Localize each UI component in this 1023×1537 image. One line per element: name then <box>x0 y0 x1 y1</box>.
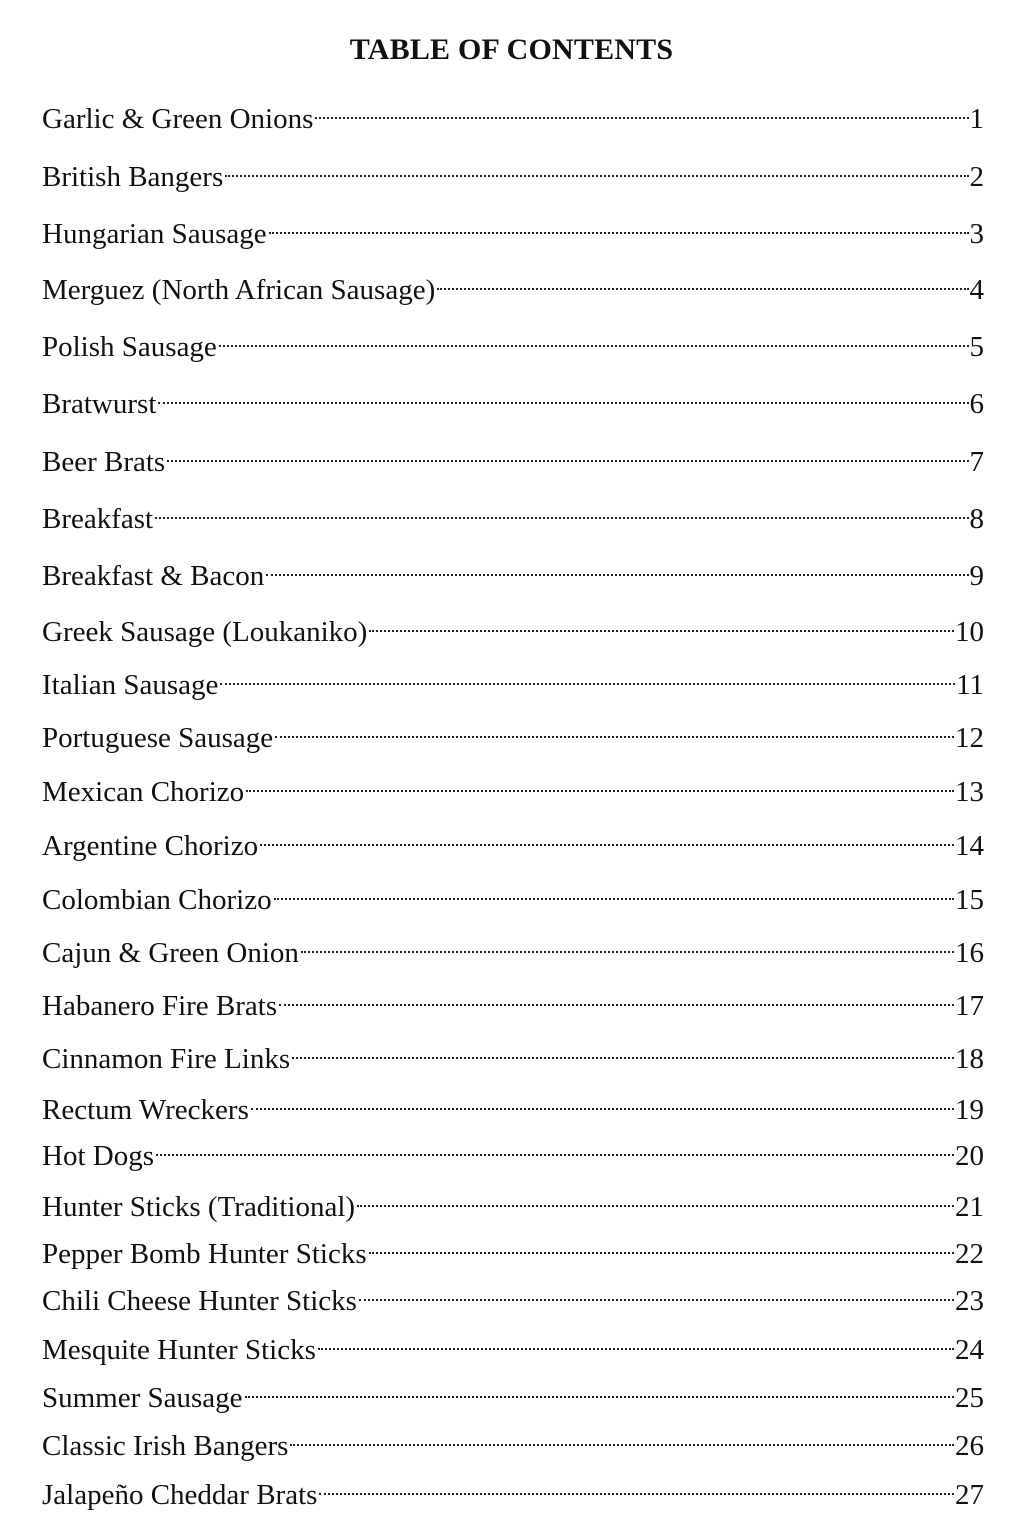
toc-entry-title: Beer Brats <box>42 446 166 478</box>
dot-leader <box>219 320 969 356</box>
toc-entry-title: Hot Dogs <box>42 1140 154 1172</box>
toc-entry-title: Breakfast <box>42 503 154 535</box>
dot-leader <box>274 873 954 909</box>
dot-leader <box>269 207 969 243</box>
toc-entry-page: 1 <box>969 103 984 135</box>
dot-leader <box>156 1129 954 1165</box>
dot-leader <box>301 926 954 962</box>
toc-entry-page: 16 <box>955 937 984 969</box>
toc-entry-page: 14 <box>955 830 984 862</box>
toc-entry <box>42 926 984 969</box>
toc-entry-page: 7 <box>969 446 984 478</box>
toc-entry-page: 26 <box>955 1430 984 1462</box>
toc-entry-title: Greek Sausage (Loukaniko) <box>42 616 368 648</box>
dot-leader <box>225 150 968 186</box>
toc-entry-page: 2 <box>969 161 984 193</box>
dot-leader <box>158 377 968 413</box>
toc-entry-title: British Bangers <box>42 161 224 193</box>
toc-entry <box>42 1274 984 1317</box>
toc-entry <box>42 207 984 250</box>
toc-entry <box>42 1227 984 1270</box>
toc-entry-page: 5 <box>969 331 984 363</box>
toc-entry-title: Mesquite Hunter Sticks <box>42 1334 316 1366</box>
dot-leader <box>251 1083 954 1119</box>
dot-leader <box>315 92 968 128</box>
toc-entry-page: 27 <box>955 1479 984 1511</box>
toc-entry-page: 3 <box>969 218 984 250</box>
toc-entry <box>42 873 984 916</box>
dot-leader <box>220 658 955 694</box>
toc-entry-page: 11 <box>956 669 984 701</box>
toc-entry-title: Hunter Sticks (Traditional) <box>42 1191 356 1223</box>
toc-entry <box>42 765 984 808</box>
toc-entry-page: 8 <box>969 503 984 535</box>
toc-entry-page: 9 <box>969 560 984 592</box>
toc-entry <box>42 1371 984 1414</box>
toc-entry <box>42 377 984 420</box>
toc-entry-page: 24 <box>955 1334 984 1366</box>
toc-entry <box>42 605 984 648</box>
toc-entry-page: 23 <box>955 1285 984 1317</box>
toc-entry-title: Hungarian Sausage <box>42 218 267 250</box>
toc-entry-page: 22 <box>955 1238 984 1270</box>
toc-entry-title: Rectum Wreckers <box>42 1094 249 1126</box>
dot-leader <box>167 435 968 471</box>
toc-entry-page: 15 <box>955 884 984 916</box>
dot-leader <box>155 492 968 528</box>
toc-entry <box>42 549 984 592</box>
toc-entry-title: Breakfast & Bacon <box>42 560 265 592</box>
toc-entry-page: 10 <box>955 616 984 648</box>
toc-entry-page: 17 <box>955 990 984 1022</box>
toc-entry-page: 21 <box>955 1191 984 1223</box>
dot-leader <box>369 605 954 641</box>
toc-entry-title: Colombian Chorizo <box>42 884 272 916</box>
toc-entry-page: 25 <box>955 1382 984 1414</box>
toc-entry <box>42 435 984 478</box>
toc-entry <box>42 492 984 535</box>
toc-entry <box>42 658 984 701</box>
toc-entry <box>42 150 984 193</box>
toc-entry-page: 20 <box>955 1140 984 1172</box>
dot-leader <box>279 979 954 1015</box>
toc-entry <box>42 1032 984 1075</box>
toc-entry-title: Cinnamon Fire Links <box>42 1043 291 1075</box>
toc-entry-title: Italian Sausage <box>42 669 219 701</box>
toc-entry-title: Garlic & Green Onions <box>42 103 314 135</box>
toc-entry-page: 4 <box>969 274 984 306</box>
dot-leader <box>275 711 954 747</box>
page-title: TABLE OF CONTENTS <box>349 33 674 66</box>
toc-entry-title: Pepper Bomb Hunter Sticks <box>42 1238 367 1270</box>
toc-entry <box>42 1419 984 1462</box>
toc-entry <box>42 1323 984 1366</box>
toc-entry-page: 6 <box>969 388 984 420</box>
dot-leader <box>318 1323 954 1359</box>
toc-entry-page: 18 <box>955 1043 984 1075</box>
toc-entry-page: 12 <box>955 722 984 754</box>
toc-entry-title: Summer Sausage <box>42 1382 243 1414</box>
toc-entry-title: Portuguese Sausage <box>42 722 274 754</box>
toc-entry <box>42 1083 984 1126</box>
toc-entry-title: Merguez (North African Sausage) <box>42 274 436 306</box>
toc-entry-title: Habanero Fire Brats <box>42 990 278 1022</box>
dot-leader <box>290 1419 954 1455</box>
dot-leader <box>245 1371 954 1407</box>
dot-leader <box>260 819 954 855</box>
toc-entry-page: 19 <box>955 1094 984 1126</box>
toc-entry <box>42 711 984 754</box>
dot-leader <box>357 1180 954 1216</box>
toc-entry-title: Cajun & Green Onion <box>42 937 299 969</box>
toc-entry <box>42 92 984 135</box>
dot-leader <box>359 1274 954 1310</box>
dot-leader <box>266 549 968 585</box>
toc-entry-title: Classic Irish Bangers <box>42 1430 289 1462</box>
toc-entry-page: 13 <box>955 776 984 808</box>
toc-entry-title: Jalapeño Cheddar Brats <box>42 1479 318 1511</box>
dot-leader <box>246 765 954 801</box>
toc-entry <box>42 819 984 862</box>
toc-entry <box>42 263 984 306</box>
toc-entry <box>42 1180 984 1223</box>
toc-entry-title: Polish Sausage <box>42 331 217 363</box>
toc-entry <box>42 1468 984 1511</box>
toc-entry <box>42 1129 984 1172</box>
toc-entry-title: Chili Cheese Hunter Sticks <box>42 1285 357 1317</box>
toc-entry-title: Argentine Chorizo <box>42 830 259 862</box>
dot-leader <box>319 1468 954 1504</box>
dot-leader <box>437 263 968 299</box>
toc-entry-title: Mexican Chorizo <box>42 776 245 808</box>
dot-leader <box>292 1032 954 1068</box>
toc-entry <box>42 320 984 363</box>
toc-entry-title: Bratwurst <box>42 388 157 420</box>
dot-leader <box>369 1227 954 1263</box>
toc-entry <box>42 979 984 1022</box>
